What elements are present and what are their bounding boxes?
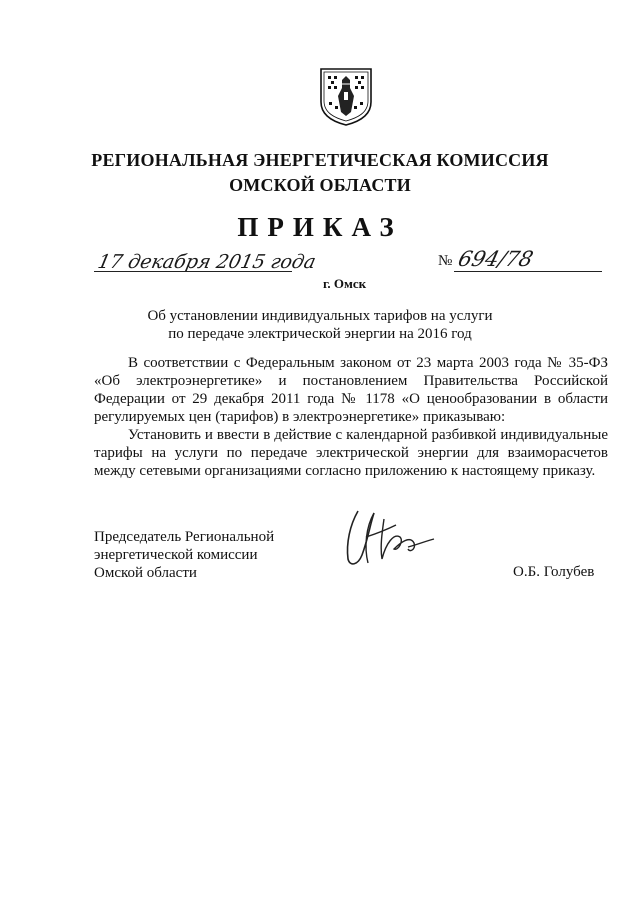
subject-line2: по передаче электрической энергии на 2016 год <box>168 326 472 342</box>
date-underline <box>94 271 292 272</box>
city-label: г. Омск <box>323 276 367 291</box>
subject-line1: Об установлении индивидуальных тарифов на услуги <box>147 308 493 324</box>
signatory-title-line2: энергетической комиссии <box>94 547 258 563</box>
number-underline <box>454 271 602 272</box>
handwritten-signature <box>340 503 438 575</box>
signatory-title-line3: Омской области <box>94 565 197 581</box>
organization-name-line1: РЕГИОНАЛЬНАЯ ЭНЕРГЕТИЧЕСКАЯ КОМИССИЯ <box>91 150 549 170</box>
paragraph-text: Установить и ввести в действие с календарной разбивкой индивидуальные тарифы на услуги по передаче электрической энергии для взаиморасчетов между сетевыми организациями согласно приложению к настоящему приказу. <box>94 427 608 479</box>
body-paragraph-2 <box>94 426 608 480</box>
signatory-title <box>94 528 274 582</box>
handwritten-order-number <box>452 242 562 274</box>
signatory-name: О.Б. Голубев <box>513 564 595 580</box>
svg-text:17 декабря 2015 года: 17 декабря 2015 года <box>95 250 318 273</box>
body-paragraph-1 <box>94 354 608 426</box>
document-type-title: ПРИКАЗ <box>237 212 403 242</box>
signatory-title-line1: Председатель Региональной <box>94 529 275 545</box>
organization-name-line2: ОМСКОЙ ОБЛАСТИ <box>229 175 411 195</box>
paragraph-text: В соответствии с Федеральным законом от 23 марта 2003 года № 35-ФЗ «Об электроэнергетике» и постановлением Правительства Российской Федерации от 29 декабря 2011 года № 1178 «О ценообразовании в области регулируемых цен (тарифов) в электроэнергетике» приказываю: <box>94 355 608 425</box>
svg-text:694/78: 694/78 <box>455 247 536 272</box>
coat-of-arms-emblem <box>318 66 374 126</box>
number-sign: № <box>438 253 453 269</box>
